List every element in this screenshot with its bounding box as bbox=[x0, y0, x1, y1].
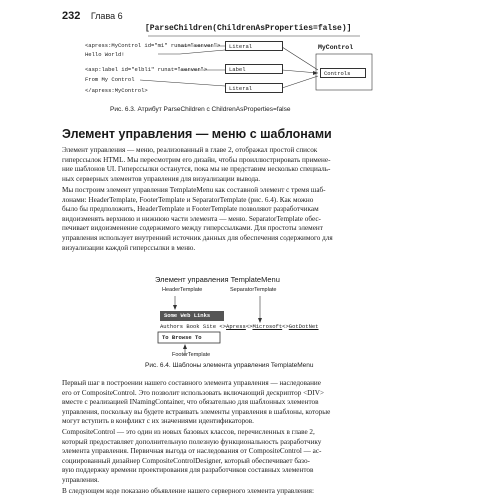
fig3-controls-box: Controls bbox=[320, 68, 366, 78]
p1-line: ние шаблонов UI. Гиперссылки останутся, пока мы не представим несколько специаль- bbox=[62, 165, 331, 174]
p3-line: Первый шаг в построении нашего составного элемента управления — наследование bbox=[62, 379, 321, 387]
fig4-header-template-label: HeaderTemplate bbox=[162, 287, 203, 293]
fig3-line-2: Hello World! bbox=[85, 51, 125, 58]
fig3-line-5: </apress:MyControl> bbox=[85, 87, 148, 94]
fig3-literal-box-1: Literal bbox=[225, 41, 283, 51]
p1-line: Элемент управления — меню, реализованный в главе 2, отображал простой список bbox=[62, 146, 318, 154]
fig3-attribute-label: [ParseChildren(ChildrenAsProperties=false)] bbox=[145, 24, 352, 33]
fig4-to-browse: To Browse To bbox=[162, 334, 202, 341]
p4-line: вую поддержку времени проектирования для разработчиков составных элементов bbox=[62, 466, 314, 475]
paragraph-2 bbox=[62, 186, 482, 253]
fig4-separator: <> bbox=[219, 323, 227, 330]
p2-line: визуализации каждой гиперссылки в меню. bbox=[62, 243, 196, 252]
p4-line: который предоставляет дополнительную полезную функциональность разработчику bbox=[62, 437, 322, 446]
fig3-line-3: <asp:label id="elbl1" runat="server"> bbox=[85, 66, 208, 73]
p2-line: видоизменять верхнюю и нижнюю части элемента — меню. SeparatorTemplate обес- bbox=[62, 214, 321, 223]
p4-line: элемента управления. Первичная выгода от наследования от CompositeControl — ас- bbox=[62, 447, 322, 456]
p2-line: лонами: HeaderTemplate, FooterTemplate и SeparatorTemplate (рис. 6.4). Как можно bbox=[62, 195, 314, 204]
page-number: 232 bbox=[62, 10, 81, 22]
fig4-link[interactable]: GotDotNet bbox=[288, 323, 319, 330]
p4-line: управления. bbox=[62, 475, 100, 484]
fig3-line-4: From My Control bbox=[85, 76, 135, 83]
p1-line: ных серверных элементов управления для визуализации вывода. bbox=[62, 174, 260, 183]
fig3-label-box: Label bbox=[225, 64, 283, 74]
paragraph-5 bbox=[62, 487, 482, 497]
fig4-separator-template-label: SeparatorTemplate bbox=[230, 287, 277, 293]
p2-line: управления использует внутренний источник данных для обеспечения содержимого для bbox=[62, 233, 333, 242]
fig3-caption: Рис. 6.3. Атрибут ParseChildren с ChildrenAsProperties=false bbox=[110, 106, 291, 113]
fig3-mycontrol-label: MyControl bbox=[318, 44, 354, 51]
p2-line: Мы построим элемент управления TemplateMenu как составной элемент с тремя шаб- bbox=[62, 186, 326, 194]
chapter-label: Глава 6 bbox=[90, 11, 123, 21]
page-header bbox=[62, 6, 482, 20]
p2-line: печивает видоизменение содержимого между гиперссылками. Для простоты элемент bbox=[62, 224, 323, 233]
paragraph-1 bbox=[62, 146, 482, 184]
fig4-title: Элемент управления TemplateMenu bbox=[155, 275, 280, 284]
p3-line: могут вступить в конфликт с их значениями идентификаторов. bbox=[62, 417, 254, 426]
section-heading: Элемент управления — меню с шаблонами bbox=[62, 127, 332, 141]
fig4-link[interactable]: Apress bbox=[226, 323, 246, 330]
fig4-separator: <> bbox=[245, 323, 253, 330]
fig4-links-line bbox=[160, 323, 319, 330]
p3-line: вместе с реализацией INamingContainer, что обязательно для шаблонных элементов bbox=[62, 398, 319, 407]
fig4-caption: Рис. 6.4. Шаблоны элемента управления TemplateMenu bbox=[145, 362, 314, 369]
p3-line: его от CompositeControl. Это позволит использовать включающий дескриптор <DIV> bbox=[62, 388, 324, 397]
p4-line: CompositeControl — это один из новых базовых классов, перечисленных в главе 2, bbox=[62, 428, 315, 436]
fig4-links-prefix: Authors Book Site bbox=[160, 323, 217, 330]
p3-line: управления, поскольку вы будете встраивать элементы управления в шаблоны, которые bbox=[62, 407, 331, 416]
fig4-footer-template-label: FooterTemplate bbox=[172, 352, 211, 358]
fig3-literal-box-2: Literal bbox=[225, 83, 283, 93]
paragraph-3 bbox=[62, 379, 482, 427]
p4-line: социированный дизайнер CompositeControlDesigner, который обеспечивает базо- bbox=[62, 456, 310, 465]
fig4-link[interactable]: Microsoft bbox=[252, 323, 283, 330]
fig4-separator: <> bbox=[282, 323, 289, 330]
fig3-line-1: <apress:MyControl id="m1" runat="server"> bbox=[85, 42, 221, 49]
p2-line: было бы предположить, HeaderTemplate и FooterTemplate позволяют разработчикам bbox=[62, 205, 319, 214]
p5-line: В следующем коде показано объявление нашего серверного элемента управления: bbox=[62, 487, 314, 495]
fig4-some-web-links: Some Web Links bbox=[160, 311, 224, 321]
p1-line: гиперссылок HTML. Мы пересмотрим его дизайн, чтобы проиллюстрировать примене- bbox=[62, 155, 331, 164]
paragraph-4 bbox=[62, 428, 482, 486]
